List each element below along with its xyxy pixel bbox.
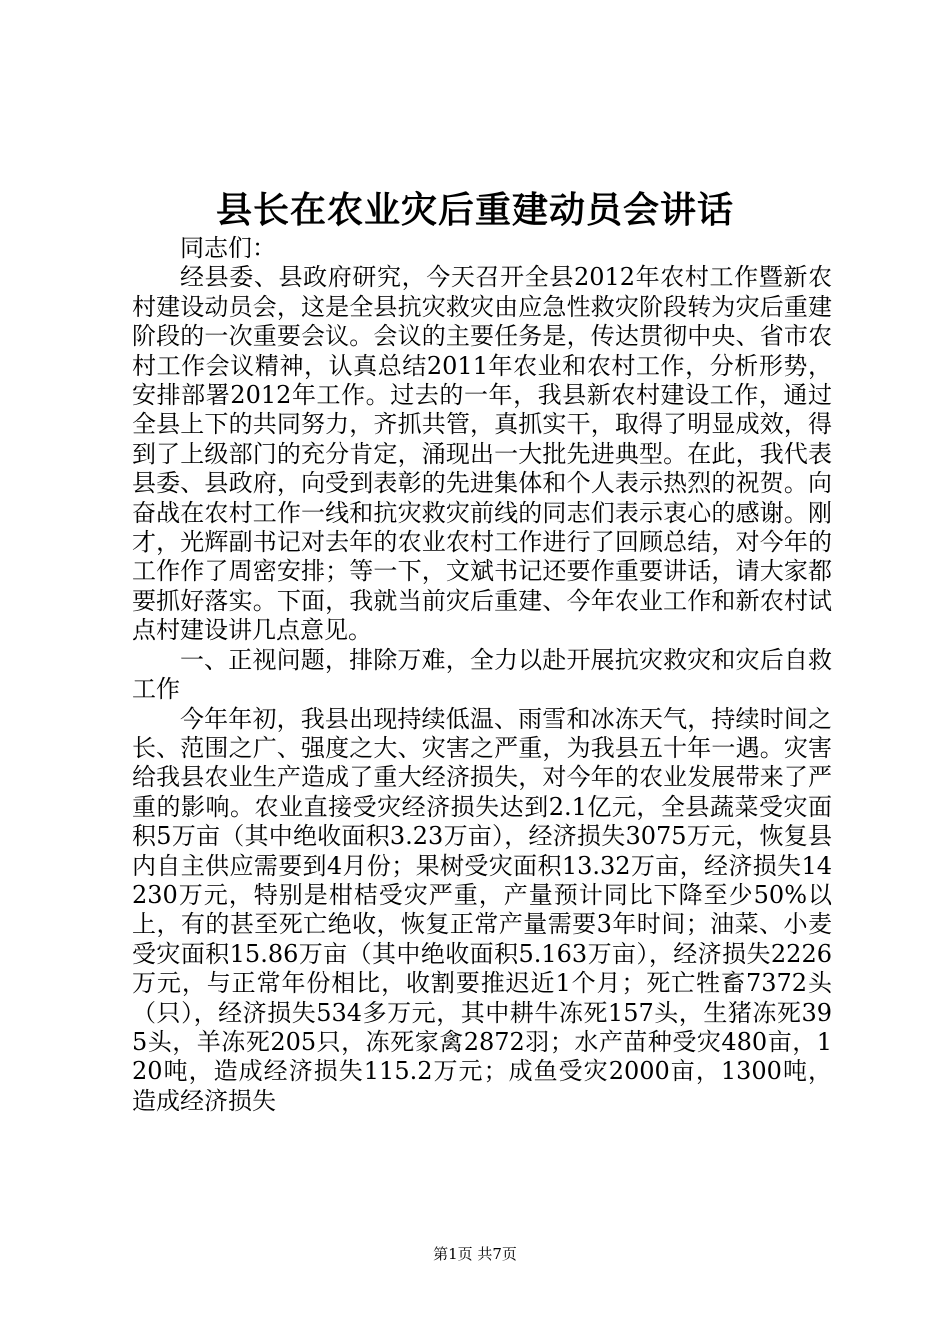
disaster-paragraph: 今年年初，我县出现持续低温、雨雪和冰冻天气，持续时间之长、范围之广、强度之大、灾害之严重，为我县五十年一遇。灾害给我县农业生产造成了重大经济损失，对今年的农业发展带来了严重的影响。农业直接受灾经济损失达到2.1亿元，全县蔬菜受灾面积5万亩（其中绝收面积3.23万亩），经济损失3075万元，恢复县内自主供应需要到4月份；果树受灾面积13.32万亩，经济损失14230万元，特别是柑桔受灾严重，产量预计同比下降至少50%以上，有的甚至死亡绝收，恢复正常产量需要3年时间；油菜、小麦受灾面积15.86万亩（其中绝收面积5.163万亩），经济损失2226万元，与正常年份相比，收割要推迟近1个月；死亡牲畜7372头（只），经济损失534多万元，其中耕牛冻死157头，生猪冻死395头，羊冻死205只，冻死家禽2872羽；水产苗种受灾480亩，120吨，造成经济损失115.2万元；成鱼受灾2000亩，1300吨，造成经济损失: [132, 704, 832, 1115]
document-body: [132, 234, 832, 1116]
salutation-paragraph: 同志们：: [180, 234, 276, 262]
document-title: 县长在农业灾后重建动员会讲话: [215, 189, 734, 231]
intro-paragraph: 经县委、县政府研究，今天召开全县2012年农村工作暨新农村建设动员会，这是全县抗灾救灾由应急性救灾阶段转为灾后重建阶段的一次重要会议。会议的主要任务是，传达贯彻中央、省市农村工作会议精神，认真总结2011年农业和农村工作，分析形势，安排部署2012年工作。过去的一年，我县新农村建设工作，通过全县上下的共同努力，齐抓共管，真抓实干，取得了明显成效，得到了上级部门的充分肯定，涌现出一大批先进典型。在此，我代表县委、县政府，向受到表彰的先进集体和个人表示热烈的祝贺。向奋战在农村工作一线和抗灾救灾前线的同志们表示衷心的感谢。刚才，光辉副书记对去年的农业农村工作进行了回顾总结，对今年的工作作了周密安排；等一下，文斌书记还要作重要讲话，请大家都要抓好落实。下面，我就当前灾后重建、今年农业工作和新农村试点村建设讲几点意见。: [132, 263, 832, 645]
page-footer: 第1页 共7页: [433, 1245, 517, 1263]
section-heading: 一、正视问题，排除万难，全力以赴开展抗灾救灾和灾后自救工作: [132, 645, 832, 704]
